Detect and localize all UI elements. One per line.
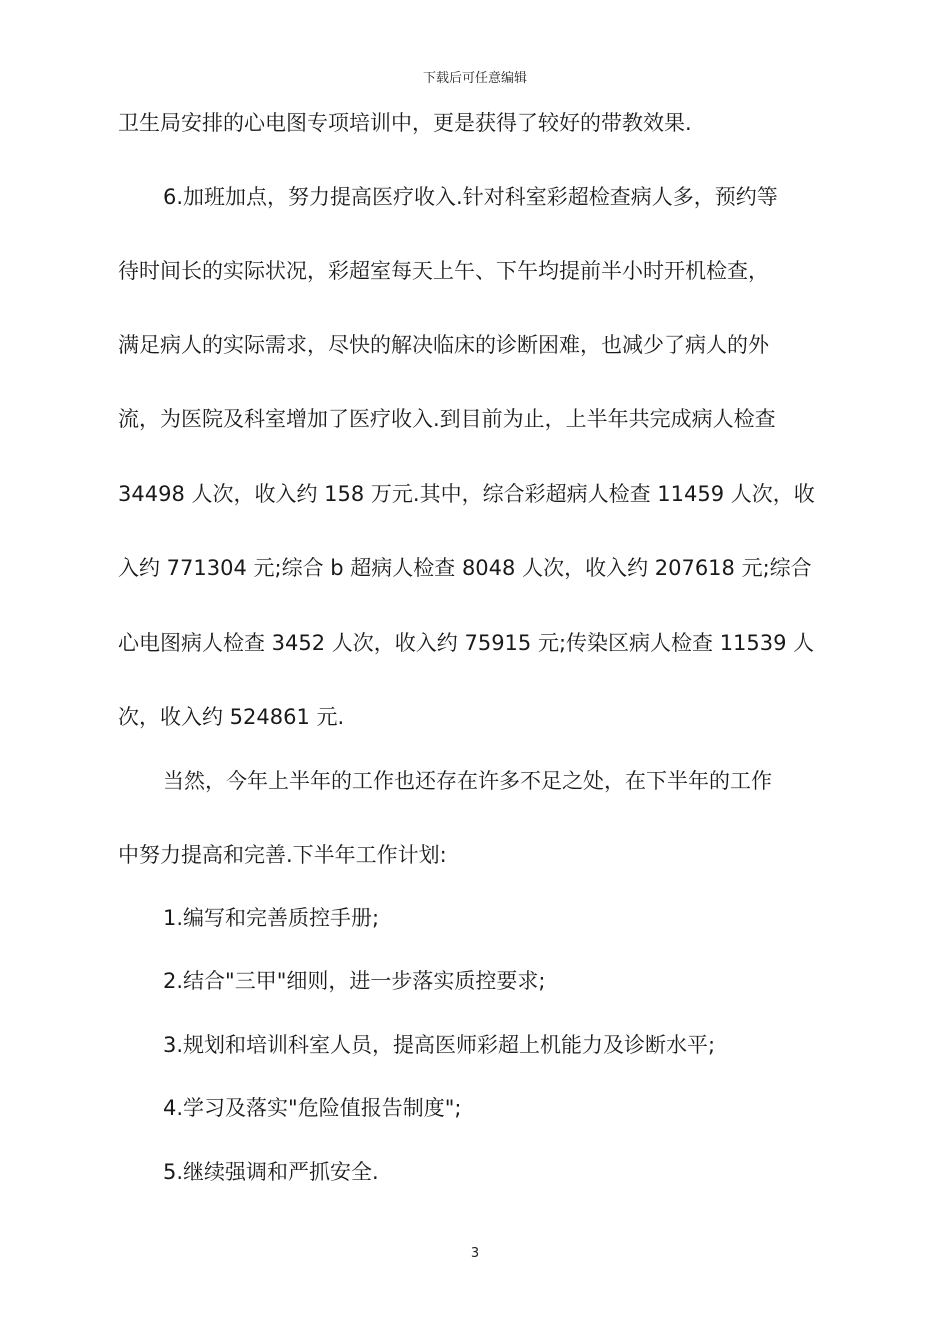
text-line: 卫生局安排的心电图专项培训中，更是获得了较好的带教效果. <box>118 111 692 135</box>
text-line: 当然，今年上半年的工作也还存在许多不足之处，在下半年的工作 <box>163 769 772 793</box>
text-line: 入约 771304 元;综合 b 超病人检查 8048 人次，收入约 207618 元;综合 <box>118 556 812 580</box>
list-item: 4.学习及落实"危险值报告制度"; <box>163 1096 462 1120</box>
list-item: 1.编写和完善质控手册; <box>163 906 380 930</box>
text-line: 满足病人的实际需求，尽快的解决临床的诊断困难，也减少了病人的外 <box>118 333 769 357</box>
text-line: 待时间长的实际状况，彩超室每天上午、下午均提前半小时开机检查， <box>118 259 769 283</box>
text-line: 6.加班加点，努力提高医疗收入.针对科室彩超检查病人多，预约等 <box>163 185 778 209</box>
list-item: 3.规划和培训科室人员，提高医师彩超上机能力及诊断水平; <box>163 1033 716 1057</box>
text-line: 中努力提高和完善.下半年工作计划: <box>118 843 447 867</box>
list-item: 5.继续强调和严抓安全. <box>163 1160 379 1184</box>
page-header: 下载后可任意编辑 <box>422 71 527 86</box>
text-line: 流，为医院及科室增加了医疗收入.到目前为止，上半年共完成病人检查 <box>118 407 776 431</box>
list-item: 2.结合"三甲"细则，进一步落实质控要求; <box>163 969 546 993</box>
text-line: 34498 人次，收入约 158 万元.其中，综合彩超病人检查 11459 人次，收 <box>118 482 815 506</box>
text-line: 心电图病人检查 3452 人次，收入约 75915 元;传染区病人检查 11539 人 <box>118 631 815 655</box>
text-line: 次，收入约 524861 元. <box>118 705 345 729</box>
page-number: 3 <box>470 1246 480 1261</box>
